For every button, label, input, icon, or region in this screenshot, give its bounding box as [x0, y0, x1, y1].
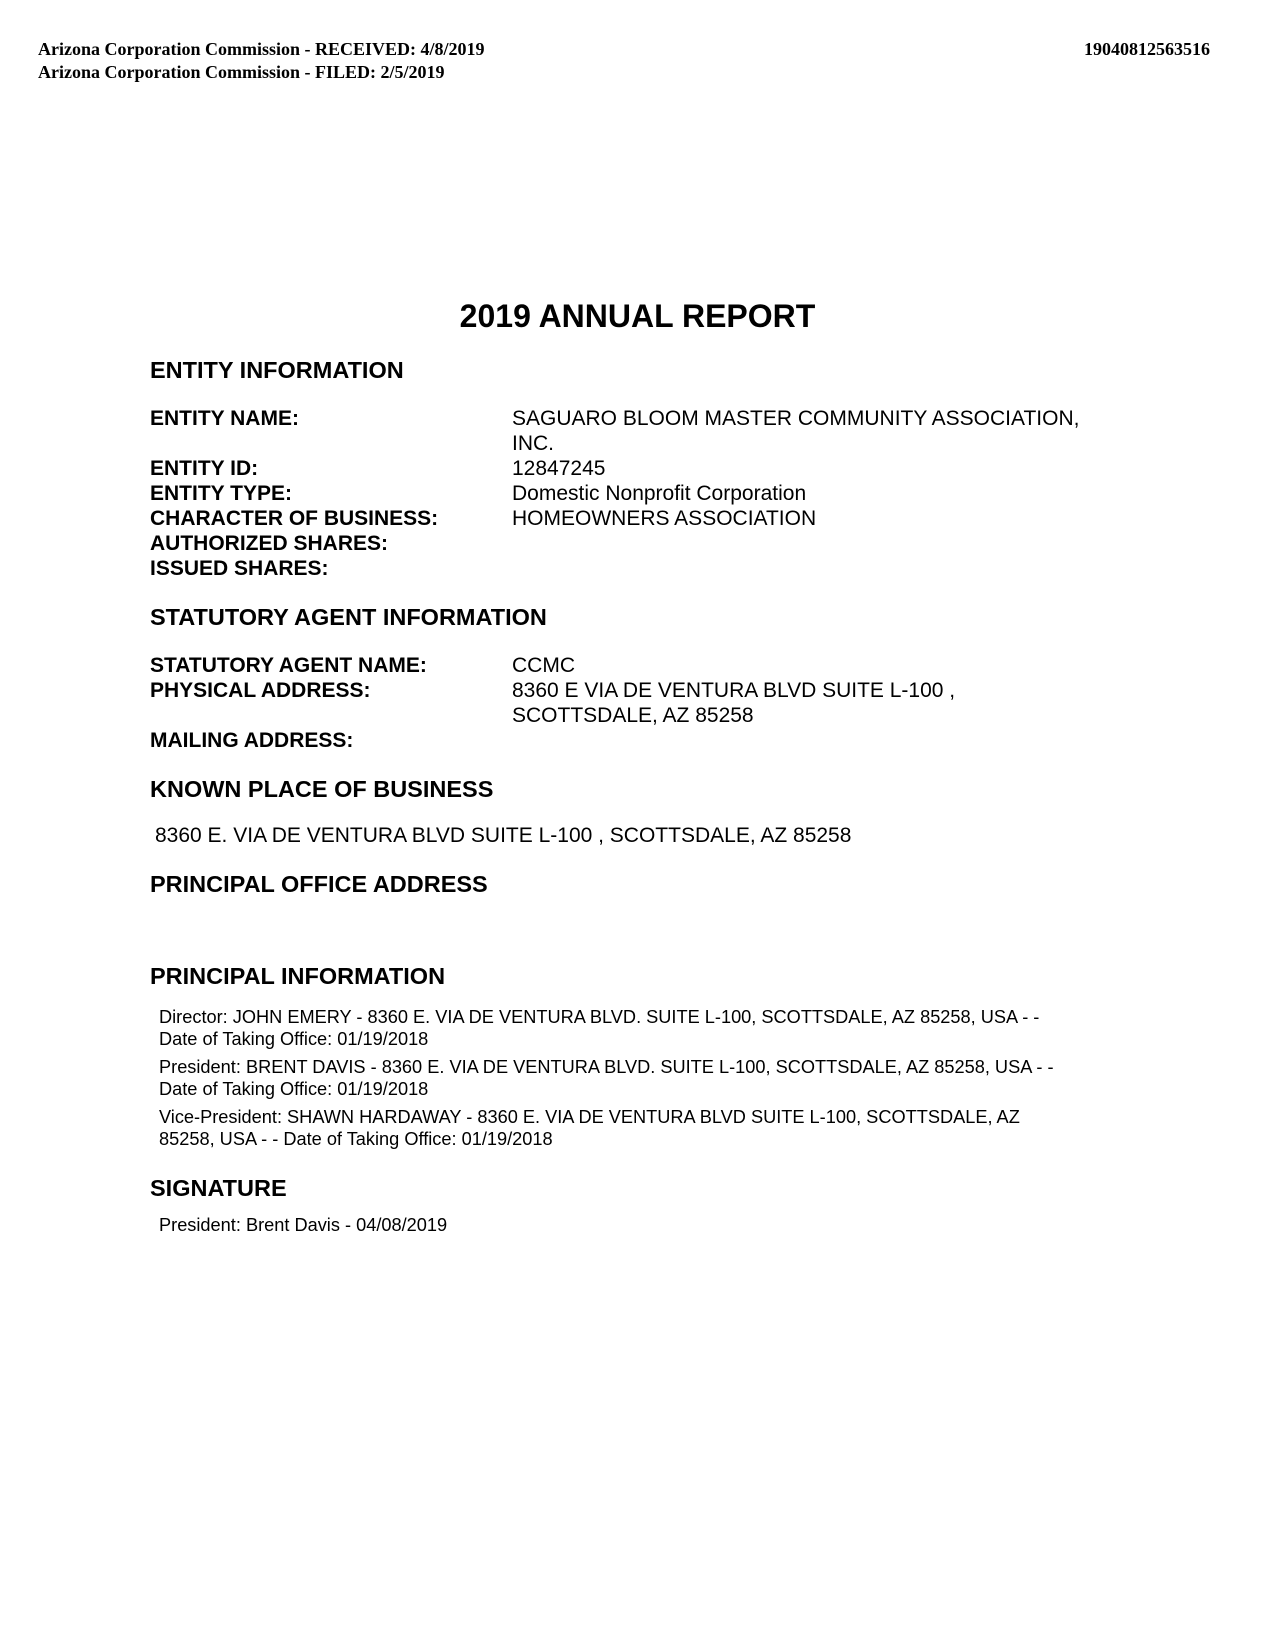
statutory-agent-name-label: STATUTORY AGENT NAME: — [150, 654, 427, 677]
signature-heading: SIGNATURE — [150, 1175, 287, 1201]
principal-president: President: BRENT DAVIS - 8360 E. VIA DE VENTURA BLVD. SUITE L-100, SCOTTSDALE, AZ 85258, USA - - Date of Taking Office: 01/19/2018 — [159, 1057, 1054, 1099]
issued-shares-label: ISSUED SHARES: — [150, 557, 329, 580]
entity-type-value: Domestic Nonprofit Corporation — [512, 482, 807, 505]
character-of-business-value: HOMEOWNERS ASSOCIATION — [512, 507, 817, 530]
issued-shares-value — [512, 556, 1130, 581]
statutory-agent-fields — [150, 653, 1130, 753]
principal-office-empty — [150, 898, 1130, 962]
statutory-agent-section — [150, 603, 1130, 753]
physical-address-label: PHYSICAL ADDRESS: — [150, 679, 371, 702]
known-place-section — [150, 775, 1130, 848]
principal-information-heading: PRINCIPAL INFORMATION — [150, 963, 446, 989]
authorized-shares-label: AUTHORIZED SHARES: — [150, 532, 389, 555]
entity-name-label: ENTITY NAME: — [150, 407, 299, 430]
document-number: 19040812563516 — [1084, 39, 1210, 59]
principal-director: Director: JOHN EMERY - 8360 E. VIA DE VENTURA BLVD. SUITE L-100, SCOTTSDALE, AZ 85258, USA - - Date of Taking Office: 01/19/2018 — [159, 1007, 1040, 1049]
report-body — [150, 356, 1130, 1236]
entity-information-heading: ENTITY INFORMATION — [150, 357, 404, 383]
physical-address-value: 8360 E VIA DE VENTURA BLVD SUITE L-100 , SCOTTSDALE, AZ 85258 — [512, 679, 956, 727]
known-place-heading: KNOWN PLACE OF BUSINESS — [150, 776, 494, 802]
statutory-agent-heading: STATUTORY AGENT INFORMATION — [150, 604, 547, 630]
principal-list — [150, 1006, 1130, 1150]
report-title: 2019 ANNUAL REPORT — [459, 298, 816, 334]
mailing-address-label: MAILING ADDRESS: — [150, 729, 354, 752]
character-of-business-label: CHARACTER OF BUSINESS: — [150, 507, 439, 530]
statutory-agent-name-value: CCMC — [512, 654, 575, 677]
signature-text: President: Brent Davis - 04/08/2019 — [159, 1215, 448, 1235]
entity-name-value: SAGUARO BLOOM MASTER COMMUNITY ASSOCIATION, INC. — [512, 407, 1080, 455]
authorized-shares-value — [512, 531, 1130, 556]
filed-stamp: Arizona Corporation Commission - FILED: 2/5/2019 — [38, 62, 445, 82]
mailing-address-value — [512, 728, 1130, 753]
filing-stamp — [38, 38, 485, 84]
entity-id-value: 12847245 — [512, 457, 606, 480]
entity-type-label: ENTITY TYPE: — [150, 482, 292, 505]
signature-section — [150, 1174, 1130, 1236]
principal-office-section — [150, 870, 1130, 962]
entity-information-section — [150, 356, 1130, 581]
principal-office-heading: PRINCIPAL OFFICE ADDRESS — [150, 871, 488, 897]
principal-information-section — [150, 962, 1130, 1150]
principal-vice-president: Vice-President: SHAWN HARDAWAY - 8360 E. VIA DE VENTURA BLVD SUITE L-100, SCOTTSDALE, AZ 85258, USA - - Date of Taking Office: 01/19/2018 — [159, 1107, 1020, 1149]
entity-information-fields — [150, 406, 1130, 581]
known-place-address: 8360 E. VIA DE VENTURA BLVD SUITE L-100 , SCOTTSDALE, AZ 85258 — [155, 824, 852, 847]
entity-id-label: ENTITY ID: — [150, 457, 259, 480]
received-stamp: Arizona Corporation Commission - RECEIVED: 4/8/2019 — [38, 39, 485, 59]
